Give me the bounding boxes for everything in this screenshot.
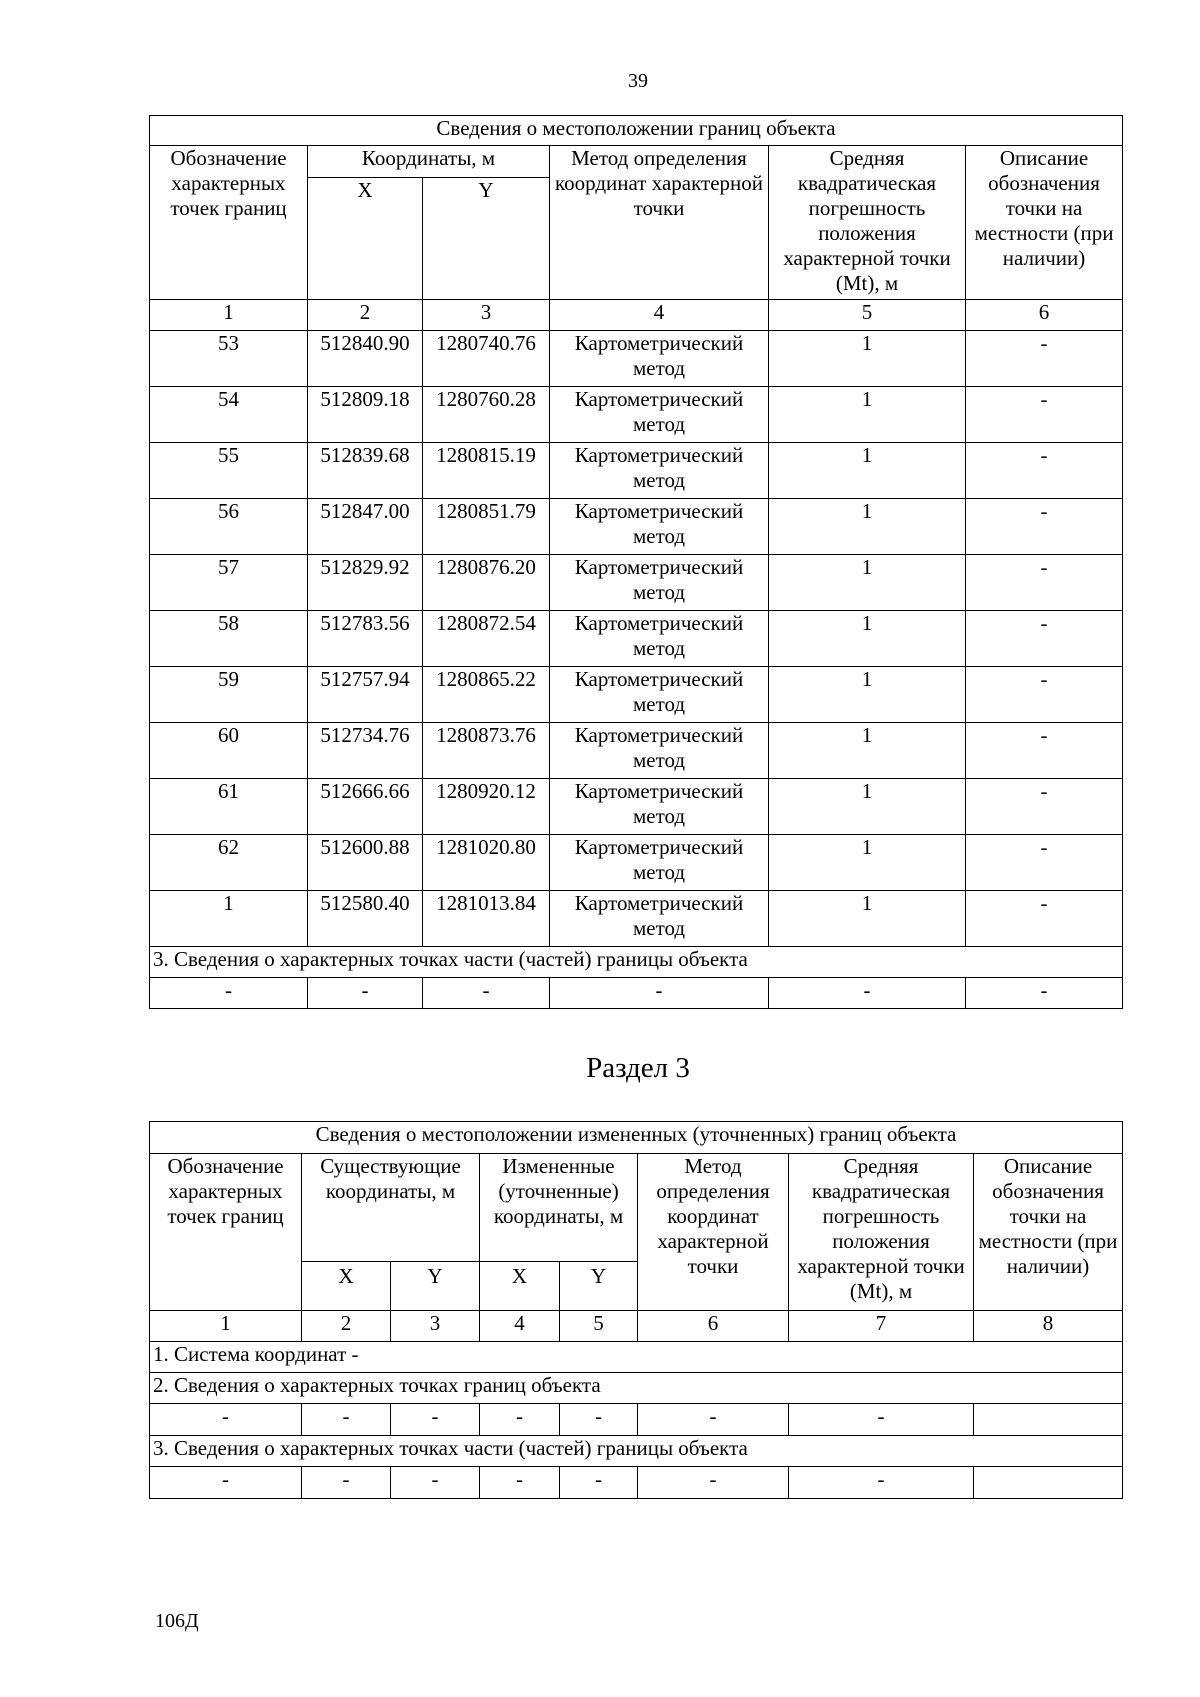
- dash-cell: -: [966, 978, 1123, 1009]
- accuracy-cell: 1: [769, 611, 966, 667]
- dash-cell: -: [480, 1467, 560, 1499]
- changed-boundaries-table: [149, 1121, 1123, 1499]
- dash-cell: -: [638, 1467, 789, 1499]
- table-row: [150, 387, 1123, 443]
- description-cell: -: [966, 891, 1123, 947]
- dash-cell: -: [308, 978, 423, 1009]
- dash-cell: -: [150, 978, 308, 1009]
- header-point: Обозначение характерных точек границ: [150, 1154, 302, 1311]
- x-cell: 512847.00: [308, 499, 423, 555]
- col-number: 2: [308, 300, 423, 331]
- accuracy-cell: 1: [769, 835, 966, 891]
- description-cell: -: [966, 779, 1123, 835]
- col-number: 2: [302, 1311, 391, 1342]
- section3-label: 3. Сведения о характерных точках части (частей) границы объекта: [150, 1436, 1123, 1467]
- accuracy-cell: 1: [769, 499, 966, 555]
- dash-cell: -: [560, 1467, 638, 1499]
- header-y: Y: [560, 1262, 638, 1311]
- dash-cell: -: [550, 978, 769, 1009]
- y-cell: 1280815.19: [423, 443, 550, 499]
- accuracy-cell: 1: [769, 331, 966, 387]
- header-point: Обозначение характерных точек границ: [150, 146, 308, 300]
- point-cell: 53: [150, 331, 308, 387]
- col-number: 1: [150, 1311, 302, 1342]
- table-row: [150, 779, 1123, 835]
- accuracy-cell: 1: [769, 387, 966, 443]
- method-cell: Картометрический метод: [550, 723, 769, 779]
- dash-cell: -: [423, 978, 550, 1009]
- table-row: [150, 555, 1123, 611]
- dash-cell: -: [150, 1404, 302, 1436]
- y-cell: 1280865.22: [423, 667, 550, 723]
- column-numbers-row: [150, 300, 1123, 331]
- dash-cell: -: [391, 1404, 480, 1436]
- point-cell: 60: [150, 723, 308, 779]
- x-cell: 512734.76: [308, 723, 423, 779]
- y-cell: 1281020.80: [423, 835, 550, 891]
- dash-cell: -: [150, 1467, 302, 1499]
- dash-cell: -: [391, 1467, 480, 1499]
- method-cell: Картометрический метод: [550, 835, 769, 891]
- description-cell: -: [966, 667, 1123, 723]
- description-cell: -: [966, 387, 1123, 443]
- table-row: [150, 331, 1123, 387]
- method-cell: Картометрический метод: [550, 499, 769, 555]
- method-cell: Картометрический метод: [550, 387, 769, 443]
- document-code: 106Д: [155, 1610, 199, 1632]
- x-cell: 512757.94: [308, 667, 423, 723]
- method-cell: Картометрический метод: [550, 443, 769, 499]
- table-row: [150, 667, 1123, 723]
- point-cell: 59: [150, 667, 308, 723]
- method-cell: Картометрический метод: [550, 891, 769, 947]
- accuracy-cell: 1: [769, 667, 966, 723]
- method-cell: Картометрический метод: [550, 555, 769, 611]
- method-cell: Картометрический метод: [550, 779, 769, 835]
- point-cell: 56: [150, 499, 308, 555]
- description-cell: -: [966, 835, 1123, 891]
- description-cell: -: [966, 443, 1123, 499]
- header-coords: Координаты, м: [308, 146, 550, 178]
- boundary-coordinates-table: [149, 115, 1123, 1009]
- empty-cell: [974, 1404, 1123, 1436]
- y-cell: 1280920.12: [423, 779, 550, 835]
- table-row: [150, 499, 1123, 555]
- table-row: [150, 443, 1123, 499]
- y-cell: 1280873.76: [423, 723, 550, 779]
- accuracy-cell: 1: [769, 891, 966, 947]
- x-cell: 512840.90: [308, 331, 423, 387]
- header-x: X: [308, 178, 423, 300]
- section2-row: [150, 1404, 1123, 1436]
- accuracy-cell: 1: [769, 443, 966, 499]
- col-number: 3: [391, 1311, 480, 1342]
- y-cell: 1280876.20: [423, 555, 550, 611]
- header-existing: Существующие координаты, м: [302, 1154, 480, 1262]
- x-cell: 512666.66: [308, 779, 423, 835]
- x-cell: 512839.68: [308, 443, 423, 499]
- table-title: Сведения о местоположении измененных (уточненных) границ объекта: [150, 1122, 1123, 1154]
- dash-cell: -: [789, 1467, 974, 1499]
- col-number: 5: [560, 1311, 638, 1342]
- x-cell: 512600.88: [308, 835, 423, 891]
- y-cell: 1280760.28: [423, 387, 550, 443]
- header-method: Метод определения координат характерной точки: [550, 146, 769, 300]
- header-y: Y: [423, 178, 550, 300]
- col-number: 6: [638, 1311, 789, 1342]
- x-cell: 512580.40: [308, 891, 423, 947]
- header-description: Описание обозначения точки на местности (при наличии): [966, 146, 1123, 300]
- col-number: 4: [550, 300, 769, 331]
- point-cell: 55: [150, 443, 308, 499]
- table-row: [150, 723, 1123, 779]
- dash-cell: -: [638, 1404, 789, 1436]
- column-numbers-row: [150, 1311, 1123, 1342]
- accuracy-cell: 1: [769, 723, 966, 779]
- section3-label: 3. Сведения о характерных точках части (частей) границы объекта: [150, 947, 1123, 978]
- y-cell: 1280740.76: [423, 331, 550, 387]
- table-title: Сведения о местоположении границ объекта: [150, 116, 1123, 146]
- point-cell: 57: [150, 555, 308, 611]
- x-cell: 512829.92: [308, 555, 423, 611]
- point-cell: 58: [150, 611, 308, 667]
- col-number: 6: [966, 300, 1123, 331]
- col-number: 8: [974, 1311, 1123, 1342]
- section3-row: [150, 1467, 1123, 1499]
- header-changed: Измененные (уточненные) координаты, м: [480, 1154, 638, 1262]
- dash-cell: -: [560, 1404, 638, 1436]
- dash-cell: -: [302, 1404, 391, 1436]
- header-method: Метод определения координат характерной точки: [638, 1154, 789, 1311]
- accuracy-cell: 1: [769, 779, 966, 835]
- col-number: 5: [769, 300, 966, 331]
- y-cell: 1280872.54: [423, 611, 550, 667]
- header-accuracy: Средняя квадратическая погрешность положения характерной точки (Mt), м: [769, 146, 966, 300]
- header-y: Y: [391, 1262, 480, 1311]
- col-number: 4: [480, 1311, 560, 1342]
- description-cell: -: [966, 555, 1123, 611]
- point-cell: 1: [150, 891, 308, 947]
- method-cell: Картометрический метод: [550, 667, 769, 723]
- section-title: Раздел 3: [586, 1052, 690, 1084]
- col-number: 7: [789, 1311, 974, 1342]
- y-cell: 1280851.79: [423, 499, 550, 555]
- coordinate-system-label: 1. Система координат -: [150, 1342, 1123, 1373]
- empty-cell: [974, 1467, 1123, 1499]
- dash-cell: -: [302, 1467, 391, 1499]
- col-number: 1: [150, 300, 308, 331]
- dash-cell: -: [789, 1404, 974, 1436]
- header-x: X: [302, 1262, 391, 1311]
- description-cell: -: [966, 499, 1123, 555]
- x-cell: 512783.56: [308, 611, 423, 667]
- method-cell: Картометрический метод: [550, 611, 769, 667]
- description-cell: -: [966, 611, 1123, 667]
- header-x: X: [480, 1262, 560, 1311]
- y-cell: 1281013.84: [423, 891, 550, 947]
- dash-cell: -: [769, 978, 966, 1009]
- x-cell: 512809.18: [308, 387, 423, 443]
- method-cell: Картометрический метод: [550, 331, 769, 387]
- table-row: [150, 891, 1123, 947]
- point-cell: 54: [150, 387, 308, 443]
- header-description: Описание обозначения точки на местности (при наличии): [974, 1154, 1123, 1311]
- header-accuracy: Средняя квадратическая погрешность положения характерной точки (Mt), м: [789, 1154, 974, 1311]
- point-cell: 62: [150, 835, 308, 891]
- description-cell: -: [966, 723, 1123, 779]
- col-number: 3: [423, 300, 550, 331]
- page-number: 39: [628, 70, 648, 92]
- description-cell: -: [966, 331, 1123, 387]
- dash-cell: -: [480, 1404, 560, 1436]
- table-row: [150, 611, 1123, 667]
- point-cell: 61: [150, 779, 308, 835]
- section3-row: [150, 978, 1123, 1009]
- table-row: [150, 835, 1123, 891]
- accuracy-cell: 1: [769, 555, 966, 611]
- section2-label: 2. Сведения о характерных точках границ объекта: [150, 1373, 1123, 1404]
